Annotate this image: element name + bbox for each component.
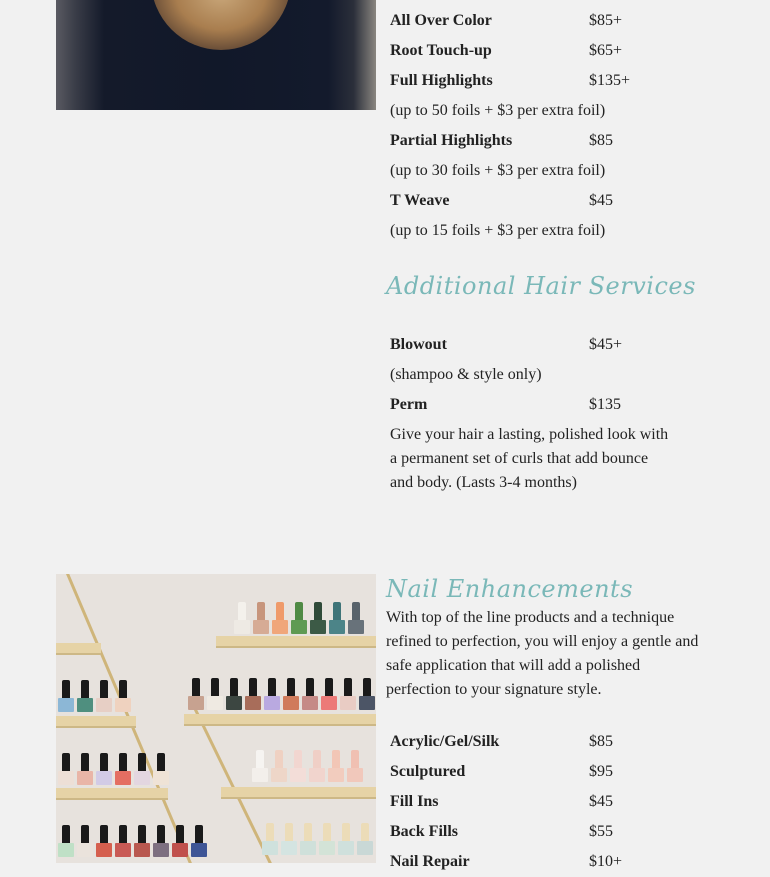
price-row [390,847,690,877]
price-row [390,186,690,216]
service-name: T Weave [390,192,450,209]
service-price: $45 [589,192,613,209]
hair-curl-detail [151,0,291,50]
service-name: Full Highlights [390,72,493,89]
service-name: Sculptured [390,763,466,780]
polish-row [58,753,169,785]
polish-row [58,680,131,712]
service-name: Blowout [390,336,447,353]
service-note: (up to 50 foils + $3 per extra foil) [390,102,606,119]
service-name: All Over Color [390,12,492,29]
service-price: $85+ [589,12,623,29]
nail-enhancements-description: With top of the line products and a technique refined to perfection, you will enjoy a gentle and safe application that will add a polished perfection to your signature style. [386,609,699,698]
service-note: (up to 30 foils + $3 per extra foil) [390,162,606,179]
price-row [390,66,690,96]
service-price: $45+ [589,336,623,353]
service-price: $65+ [589,42,623,59]
service-price: $95 [589,763,613,780]
service-price: $45 [589,793,613,810]
section-heading-additional-hair: Additional Hair Services [386,272,696,300]
price-row [390,6,690,36]
shelf [56,788,168,800]
shelf [56,643,101,655]
service-price: $85 [589,132,613,149]
polish-row [188,678,375,710]
service-name: Root Touch-up [390,42,492,59]
shelf [216,636,376,648]
polish-row [252,750,363,782]
service-name: Perm [390,396,428,413]
price-row [390,390,690,420]
service-note: (up to 15 foils + $3 per extra foil) [390,222,606,239]
service-name: Fill Ins [390,793,439,810]
nail-polish-shelves-photo [56,574,376,863]
service-name: Back Fills [390,823,459,840]
polish-row [234,602,364,634]
shelf [221,787,376,799]
service-name: Acrylic/Gel/Silk [390,733,500,750]
service-price: $135 [589,396,621,413]
service-note: (shampoo & style only) [390,366,542,383]
shelf [184,714,376,726]
price-row [390,36,690,66]
price-row [390,727,690,757]
shelf [56,716,136,728]
hair-photo [56,0,376,110]
service-description: Give your hair a lasting, polished look with a permanent set of curls that add bounce and body. (Lasts 3-4 months) [390,426,669,491]
service-name: Nail Repair [390,853,470,870]
price-row [390,787,690,817]
section-heading-nail-enhancements: Nail Enhancements [386,575,634,603]
service-price: $55 [589,823,613,840]
price-row [390,757,690,787]
service-price: $135+ [589,72,631,89]
polish-row [58,825,207,857]
price-row [390,817,690,847]
service-price: $10+ [589,853,623,870]
price-row [390,126,690,156]
service-price: $85 [589,733,613,750]
price-row [390,330,690,360]
service-name: Partial Highlights [390,132,513,149]
polish-row [262,823,373,855]
